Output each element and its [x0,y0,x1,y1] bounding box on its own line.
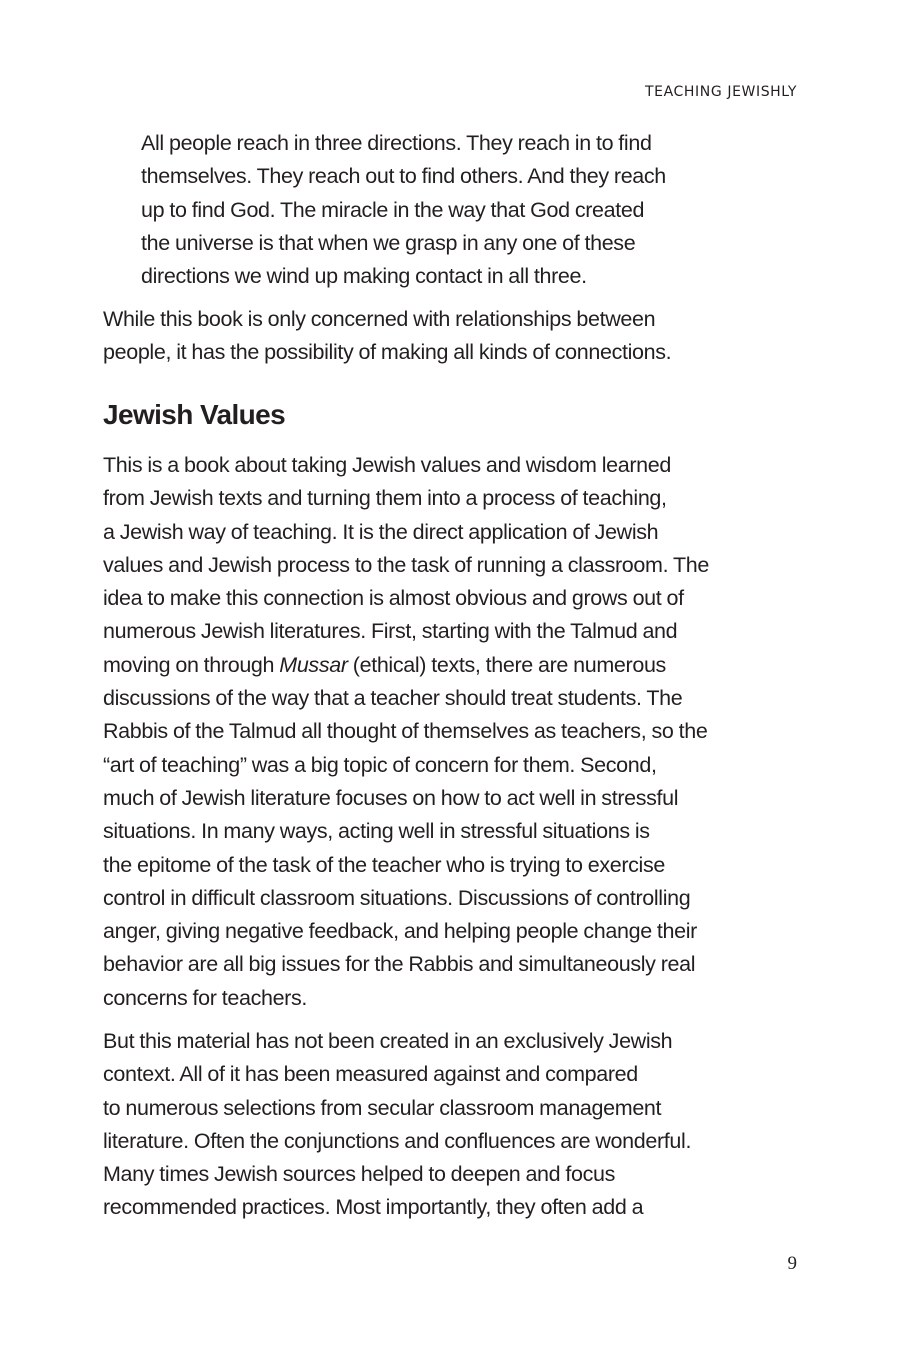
text-line: numerous Jewish literatures. First, starting with the Talmud and [103,619,678,644]
text-line: recommended practices. Most importantly, they often add a [103,1195,644,1220]
block-quote [141,127,666,293]
text-segment: moving on through [103,652,280,677]
text-line: situations. In many ways, acting well in stressful situations is [103,819,650,844]
text-line: control in difficult classroom situations. Discussions of controlling [103,885,691,910]
text-line: the epitome of the task of the teacher who is trying to exercise [103,852,665,877]
text-line: people, it has the possibility of making all kinds of connections. [103,340,672,365]
text-line: literature. Often the conjunctions and confluences are wonderful. [103,1128,692,1153]
text-line: While this book is only concerned with relationships between [103,307,656,331]
text-line: This is a book about taking Jewish values and wisdom learned [103,453,671,477]
page-number: 9 [787,1253,797,1274]
text-line-with-italic [103,649,709,682]
text-line: anger, giving negative feedback, and helping people change their [103,919,697,944]
text-line: discussions of the way that a teacher should treat students. The [103,686,683,711]
text-line: concerns for teachers. [103,985,308,1010]
text-line: idea to make this connection is almost obvious and grows out of [103,586,684,611]
text-line: “art of teaching” was a big topic of concern for them. Second, [103,752,657,777]
text-line: behavior are all big issues for the Rabbis and simultaneously real [103,952,696,977]
quote-line: the universe is that when we grasp in any one of these [141,230,636,255]
text-line: much of Jewish literature focuses on how to act well in stressful [103,785,679,810]
text-line: Rabbis of the Talmud all thought of themselves as teachers, so the [103,719,708,744]
quote-line: up to find God. The miracle in the way that God created [141,197,645,222]
text-line: from Jewish texts and turning them into a process of teaching, [103,486,667,511]
text-line: context. All of it has been measured against and compared [103,1062,638,1087]
text-line: to numerous selections from secular classroom management [103,1095,662,1120]
paragraph-intro [103,303,671,370]
section-heading: Jewish Values [103,399,286,430]
text-line: a Jewish way of teaching. It is the direct application of Jewish [103,519,659,544]
text-line: But this material has not been created in an exclusively Jewish [103,1029,673,1053]
text-line: values and Jewish process to the task of running a classroom. The [103,552,709,577]
text-segment: (ethical) texts, there are numerous [347,652,666,677]
quote-line: All people reach in three directions. They reach in to find [141,131,652,155]
text-line: Many times Jewish sources helped to deepen and focus [103,1162,616,1187]
quote-line: themselves. They reach out to find others. And they reach [141,164,666,189]
running-head: TEACHING JEWISHLY [645,84,797,100]
paragraph-secular-context [103,1025,691,1225]
italic-term: Mussar [279,652,348,677]
paragraph-jewish-values [103,449,709,1015]
quote-line: directions we wind up making contact in all three. [141,264,587,289]
